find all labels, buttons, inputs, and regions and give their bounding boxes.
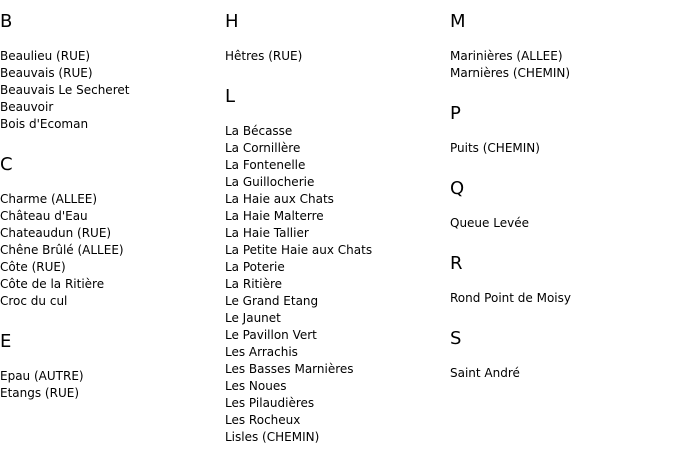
street-link[interactable]: La Haie aux Chats [225, 192, 334, 206]
street-link[interactable]: Lisles (CHEMIN) [225, 430, 320, 444]
letter-group-l [225, 87, 440, 446]
letter-group-p [450, 104, 665, 157]
letter-heading: P [450, 103, 461, 124]
street-link[interactable]: Croc du cul [0, 294, 68, 308]
street-link[interactable]: Beauvais Le Secheret [0, 83, 130, 97]
street-link[interactable]: Beauvais (RUE) [0, 66, 93, 80]
street-link[interactable]: Rond Point de Moisy [450, 291, 571, 305]
street-list [0, 191, 215, 310]
letter-heading: Q [450, 178, 465, 199]
letter-heading: S [450, 328, 462, 349]
letter-group-s [450, 329, 665, 382]
street-link[interactable]: Hêtres (RUE) [225, 49, 303, 63]
street-link[interactable]: Saint André [450, 366, 520, 380]
letter-group-r [450, 254, 665, 307]
street-index-column-2 [225, 12, 440, 468]
street-link[interactable]: La Bécasse [225, 124, 293, 138]
street-link[interactable]: Charme (ALLEE) [0, 192, 98, 206]
street-link[interactable]: La Cornillère [225, 141, 301, 155]
street-list [450, 215, 665, 232]
street-link[interactable]: Marnières (CHEMIN) [450, 66, 571, 80]
street-link[interactable]: Les Rocheux [225, 413, 301, 427]
letter-group-h [225, 12, 440, 65]
letter-group-c [0, 155, 215, 310]
street-link[interactable]: Chateaudun (RUE) [0, 226, 112, 240]
street-link[interactable]: Beaulieu (RUE) [0, 49, 91, 63]
street-link[interactable]: Queue Levée [450, 216, 529, 230]
letter-group-q [450, 179, 665, 232]
letter-group-m [450, 12, 665, 82]
letter-heading: B [0, 11, 13, 32]
street-link[interactable]: La Fontenelle [225, 158, 306, 172]
letter-group-e [0, 332, 215, 402]
street-link[interactable]: Etangs (RUE) [0, 386, 79, 400]
street-link[interactable]: La Guillocherie [225, 175, 315, 189]
street-list [225, 123, 440, 446]
street-link[interactable]: Bois d'Ecoman [0, 117, 89, 131]
street-list [450, 140, 665, 157]
street-link[interactable]: Le Pavillon Vert [225, 328, 317, 342]
street-link[interactable]: La Petite Haie aux Chats [225, 243, 373, 257]
street-link[interactable]: Le Grand Etang [225, 294, 319, 308]
street-link[interactable]: Epau (AUTRE) [0, 369, 84, 383]
street-link[interactable]: Côte (RUE) [0, 260, 66, 274]
letter-heading: E [0, 331, 12, 352]
street-link[interactable]: Le Jaunet [225, 311, 281, 325]
street-link[interactable]: Chêne Brûlé (ALLEE) [0, 243, 124, 257]
street-link[interactable]: Beauvoir [0, 100, 54, 114]
street-link[interactable]: La Poterie [225, 260, 285, 274]
street-list [450, 48, 665, 82]
letter-group-b [0, 12, 215, 133]
street-list [450, 365, 665, 382]
street-link[interactable]: Les Arrachis [225, 345, 298, 359]
street-link[interactable]: Les Pilaudières [225, 396, 315, 410]
street-index-column-1 [0, 12, 215, 424]
street-link[interactable]: La Haie Tallier [225, 226, 309, 240]
street-link[interactable]: Les Basses Marnières [225, 362, 354, 376]
letter-heading: L [225, 86, 236, 107]
street-link[interactable]: Les Noues [225, 379, 287, 393]
street-index-column-3 [450, 12, 665, 404]
street-link[interactable]: Marinières (ALLEE) [450, 49, 563, 63]
letter-heading: C [0, 154, 13, 175]
letter-heading: M [450, 11, 466, 32]
street-list [0, 48, 215, 133]
street-link[interactable]: Château d'Eau [0, 209, 88, 223]
letter-heading: R [450, 253, 463, 274]
street-link[interactable]: Côte de la Ritière [0, 277, 105, 291]
street-link[interactable]: Puits (CHEMIN) [450, 141, 540, 155]
street-list [450, 290, 665, 307]
street-list [225, 48, 440, 65]
street-list [0, 368, 215, 402]
letter-heading: H [225, 11, 239, 32]
street-link[interactable]: La Ritière [225, 277, 282, 291]
street-link[interactable]: La Haie Malterre [225, 209, 324, 223]
